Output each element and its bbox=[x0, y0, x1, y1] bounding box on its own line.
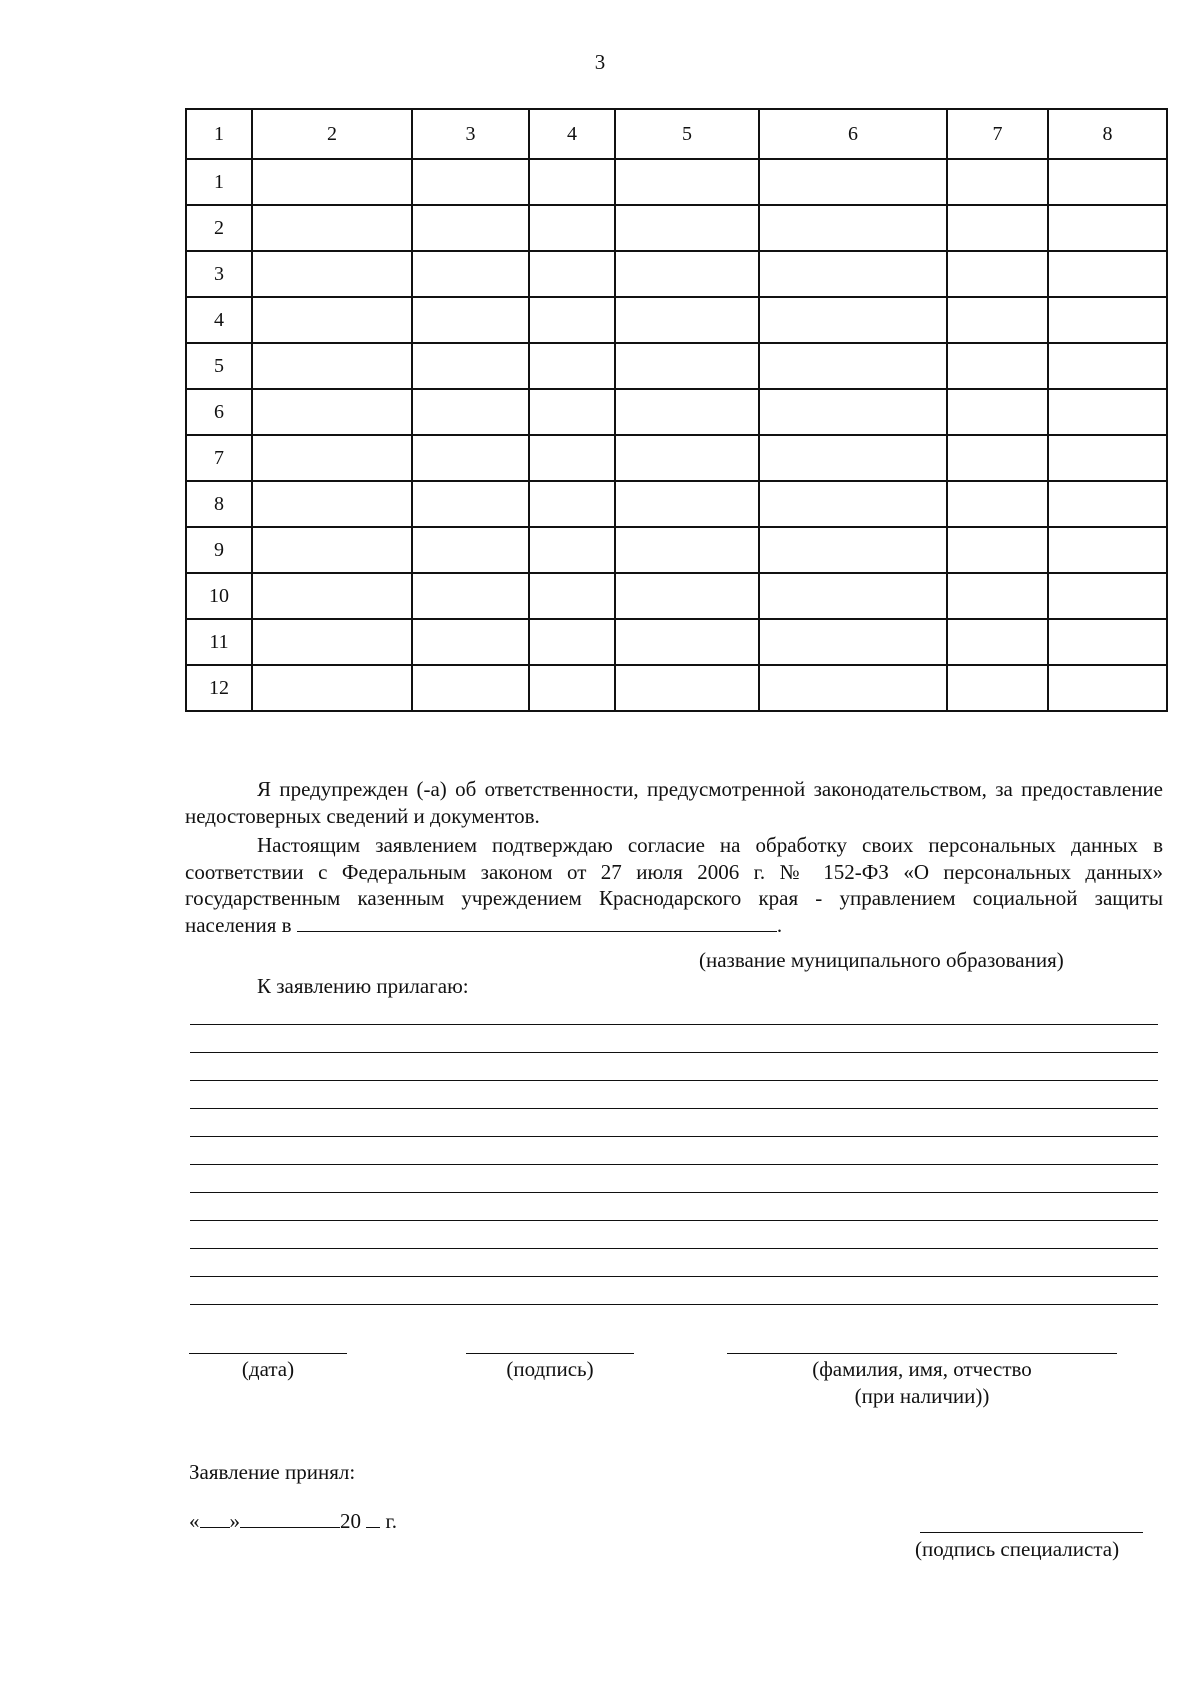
table-cell[interactable] bbox=[759, 343, 947, 389]
attachment-line[interactable] bbox=[190, 1052, 1158, 1053]
table-cell[interactable] bbox=[947, 573, 1048, 619]
table-cell[interactable] bbox=[759, 389, 947, 435]
table-row bbox=[186, 159, 1167, 205]
signature-caption: (подпись) bbox=[506, 1357, 594, 1381]
table-cell[interactable] bbox=[759, 527, 947, 573]
table-row bbox=[186, 389, 1167, 435]
table-cell[interactable] bbox=[947, 527, 1048, 573]
table-cell[interactable] bbox=[529, 251, 615, 297]
table-cell[interactable] bbox=[252, 251, 412, 297]
table-row bbox=[186, 619, 1167, 665]
table-cell[interactable] bbox=[412, 481, 529, 527]
table-row bbox=[186, 205, 1167, 251]
fio-caption-line2: (при наличии)) bbox=[854, 1384, 990, 1408]
row-number: 1 bbox=[186, 159, 252, 205]
table-cell[interactable] bbox=[615, 389, 759, 435]
table-cell[interactable] bbox=[529, 297, 615, 343]
table-cell[interactable] bbox=[412, 435, 529, 481]
table-cell[interactable] bbox=[615, 573, 759, 619]
table-cell[interactable] bbox=[615, 619, 759, 665]
table-cell[interactable] bbox=[412, 619, 529, 665]
table-cell[interactable] bbox=[947, 481, 1048, 527]
table-cell[interactable] bbox=[252, 389, 412, 435]
year-suffix: г. bbox=[385, 1509, 397, 1533]
year-prefix: 20 bbox=[340, 1509, 361, 1533]
open-quote: « bbox=[189, 1509, 200, 1533]
table-cell[interactable] bbox=[529, 205, 615, 251]
attachment-line[interactable] bbox=[190, 1164, 1158, 1165]
specialist-signature-line[interactable] bbox=[920, 1532, 1143, 1533]
table-cell[interactable] bbox=[1048, 665, 1167, 711]
fio-caption-line1: (фамилия, имя, отчество bbox=[812, 1357, 1032, 1381]
table-cell[interactable] bbox=[615, 297, 759, 343]
table-cell[interactable] bbox=[947, 665, 1048, 711]
year-field[interactable] bbox=[366, 1513, 380, 1528]
table-cell[interactable] bbox=[252, 665, 412, 711]
column-header: 2 bbox=[252, 109, 412, 159]
date-caption: (дата) bbox=[241, 1357, 295, 1381]
table-cell[interactable] bbox=[759, 435, 947, 481]
fio-line[interactable] bbox=[727, 1353, 1117, 1354]
table-cell[interactable] bbox=[947, 435, 1048, 481]
attachment-line[interactable] bbox=[190, 1192, 1158, 1193]
column-header: 1 bbox=[186, 109, 252, 159]
column-header: 7 bbox=[947, 109, 1048, 159]
fio-caption bbox=[727, 1356, 1117, 1410]
table-cell[interactable] bbox=[1048, 573, 1167, 619]
column-header: 8 bbox=[1048, 109, 1167, 159]
table-cell[interactable] bbox=[947, 159, 1048, 205]
attach-label: К заявлению прилагаю: bbox=[257, 974, 469, 998]
table-cell[interactable] bbox=[947, 343, 1048, 389]
table-cell[interactable] bbox=[252, 205, 412, 251]
table-cell[interactable] bbox=[252, 481, 412, 527]
table-cell[interactable] bbox=[615, 343, 759, 389]
table-cell[interactable] bbox=[1048, 297, 1167, 343]
table-cell[interactable] bbox=[947, 619, 1048, 665]
table-cell[interactable] bbox=[252, 435, 412, 481]
table-cell[interactable] bbox=[252, 619, 412, 665]
page-number: 3 bbox=[594, 50, 606, 74]
accepted-label: Заявление принял: bbox=[189, 1460, 356, 1484]
attachment-line[interactable] bbox=[190, 1248, 1158, 1249]
table-header-row bbox=[186, 109, 1167, 159]
row-number: 2 bbox=[186, 205, 252, 251]
column-header: 6 bbox=[759, 109, 947, 159]
attachment-line[interactable] bbox=[190, 1304, 1158, 1305]
table-cell[interactable] bbox=[1048, 435, 1167, 481]
row-number: 4 bbox=[186, 297, 252, 343]
table-cell[interactable] bbox=[1048, 389, 1167, 435]
column-header: 3 bbox=[412, 109, 529, 159]
table-cell[interactable] bbox=[1048, 251, 1167, 297]
table-cell[interactable] bbox=[252, 527, 412, 573]
row-number: 7 bbox=[186, 435, 252, 481]
table-cell[interactable] bbox=[529, 619, 615, 665]
table-cell[interactable] bbox=[529, 159, 615, 205]
table-cell[interactable] bbox=[252, 573, 412, 619]
attachment-line[interactable] bbox=[190, 1080, 1158, 1081]
table-row bbox=[186, 573, 1167, 619]
warning-paragraph bbox=[185, 776, 1163, 829]
row-number: 3 bbox=[186, 251, 252, 297]
table-cell[interactable] bbox=[529, 343, 615, 389]
table-cell[interactable] bbox=[412, 251, 529, 297]
table-cell[interactable] bbox=[412, 343, 529, 389]
table-cell[interactable] bbox=[412, 527, 529, 573]
row-number: 9 bbox=[186, 527, 252, 573]
table-row bbox=[186, 435, 1167, 481]
table-cell[interactable] bbox=[759, 297, 947, 343]
day-field[interactable] bbox=[200, 1513, 230, 1528]
close-quote: » bbox=[229, 1509, 240, 1533]
row-number: 12 bbox=[186, 665, 252, 711]
table-cell[interactable] bbox=[412, 389, 529, 435]
table-cell[interactable] bbox=[412, 159, 529, 205]
row-number: 10 bbox=[186, 573, 252, 619]
table-cell[interactable] bbox=[1048, 619, 1167, 665]
table-cell[interactable] bbox=[412, 573, 529, 619]
table-cell[interactable] bbox=[529, 481, 615, 527]
data-table bbox=[185, 108, 1168, 712]
table-cell[interactable] bbox=[1048, 527, 1167, 573]
table-cell[interactable] bbox=[412, 297, 529, 343]
table-cell[interactable] bbox=[615, 481, 759, 527]
signature-line[interactable] bbox=[466, 1353, 634, 1354]
table-cell[interactable] bbox=[615, 665, 759, 711]
table-cell[interactable] bbox=[615, 435, 759, 481]
attachment-line[interactable] bbox=[190, 1136, 1158, 1137]
attachment-line[interactable] bbox=[190, 1276, 1158, 1277]
table-row bbox=[186, 297, 1167, 343]
table-cell[interactable] bbox=[529, 665, 615, 711]
acceptance-date bbox=[189, 1509, 397, 1534]
table-cell[interactable] bbox=[759, 205, 947, 251]
table-cell[interactable] bbox=[947, 297, 1048, 343]
table-cell[interactable] bbox=[412, 205, 529, 251]
table-row bbox=[186, 343, 1167, 389]
table-row bbox=[186, 527, 1167, 573]
table-row bbox=[186, 481, 1167, 527]
table-cell[interactable] bbox=[529, 389, 615, 435]
month-field[interactable] bbox=[240, 1513, 340, 1528]
table-cell[interactable] bbox=[759, 573, 947, 619]
table-cell[interactable] bbox=[1048, 159, 1167, 205]
row-number: 5 bbox=[186, 343, 252, 389]
table-cell[interactable] bbox=[947, 251, 1048, 297]
table-cell[interactable] bbox=[1048, 481, 1167, 527]
table-cell[interactable] bbox=[615, 251, 759, 297]
table-cell[interactable] bbox=[252, 343, 412, 389]
municipality-field[interactable] bbox=[297, 915, 777, 932]
consent-end: . bbox=[776, 912, 783, 937]
consent-text: Настоящим заявлением подтверждаю согласие на обработку своих персональных данных в соответствии с Федеральным законом от 27 июля 2006 г. № 152-ФЗ «О персональных данных» государственным казенным учреждением Краснодарского края - управлением социальной защиты населения в bbox=[185, 833, 1163, 937]
attachment-line[interactable] bbox=[190, 1024, 1158, 1025]
table-cell[interactable] bbox=[759, 251, 947, 297]
attachment-line[interactable] bbox=[190, 1220, 1158, 1221]
warning-text: Я предупрежден (-а) об ответственности, предусмотренной законодательством, за предоставление недостоверных сведений и документов. bbox=[185, 777, 1163, 828]
row-number: 6 bbox=[186, 389, 252, 435]
table-cell[interactable] bbox=[615, 527, 759, 573]
attachment-line[interactable] bbox=[190, 1108, 1158, 1109]
table-cell[interactable] bbox=[1048, 205, 1167, 251]
table-body bbox=[186, 109, 1167, 711]
consent-paragraph bbox=[185, 832, 1163, 938]
table-cell[interactable] bbox=[412, 665, 529, 711]
specialist-caption: (подпись специалиста) bbox=[915, 1537, 1120, 1561]
table-cell[interactable] bbox=[1048, 343, 1167, 389]
table-row bbox=[186, 665, 1167, 711]
row-number: 11 bbox=[186, 619, 252, 665]
table-cell[interactable] bbox=[529, 573, 615, 619]
table-cell[interactable] bbox=[759, 159, 947, 205]
table-cell[interactable] bbox=[759, 481, 947, 527]
table-cell[interactable] bbox=[615, 159, 759, 205]
row-number: 8 bbox=[186, 481, 252, 527]
table-cell[interactable] bbox=[529, 435, 615, 481]
municipality-caption: (название муниципального образования) bbox=[699, 948, 1064, 972]
table-cell[interactable] bbox=[759, 665, 947, 711]
table-cell[interactable] bbox=[252, 159, 412, 205]
table-cell[interactable] bbox=[947, 389, 1048, 435]
table-cell[interactable] bbox=[529, 527, 615, 573]
table-cell[interactable] bbox=[252, 297, 412, 343]
date-signature-line[interactable] bbox=[189, 1353, 347, 1354]
table-cell[interactable] bbox=[759, 619, 947, 665]
table-cell[interactable] bbox=[615, 205, 759, 251]
column-header: 4 bbox=[529, 109, 615, 159]
table-row bbox=[186, 251, 1167, 297]
column-header: 5 bbox=[615, 109, 759, 159]
table-cell[interactable] bbox=[947, 205, 1048, 251]
